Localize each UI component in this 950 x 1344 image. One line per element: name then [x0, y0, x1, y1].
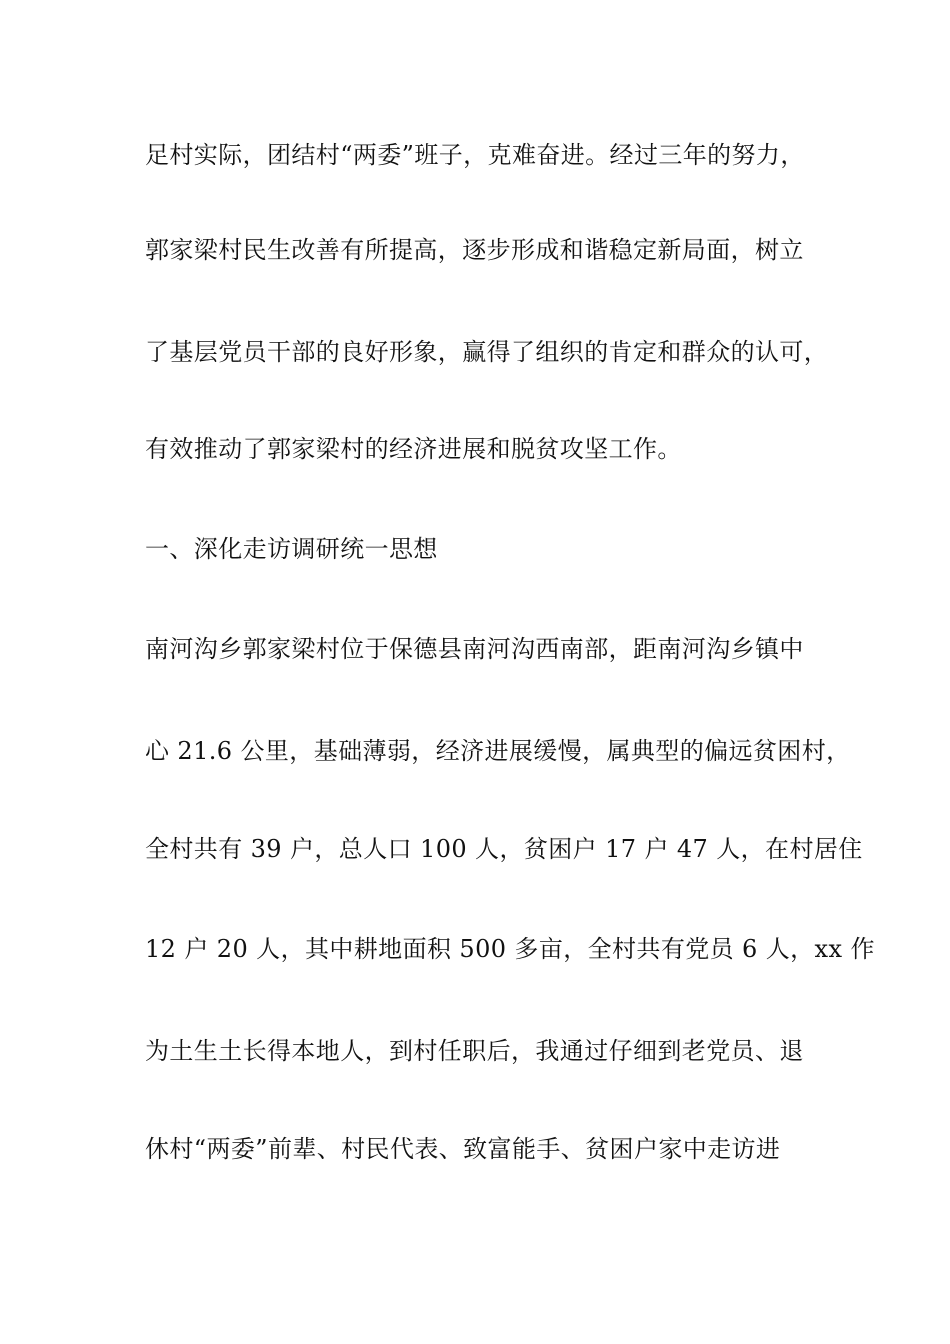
paragraph-line: 有效推动了郭家梁村的经济进展和脱贫攻坚工作。 [145, 435, 682, 463]
paragraph-line: 12 户 20 人，其中耕地面积 500 多亩，全村共有党员 6 人，xx 作 [145, 935, 875, 963]
paragraph-line: 心 21.6 公里，基础薄弱，经济进展缓慢，属典型的偏远贫困村， [145, 737, 851, 765]
paragraph-line: 足村实际，团结村“两委”班子，克难奋进。经过三年的努力， [145, 141, 805, 169]
paragraph-line: 休村“两委”前辈、村民代表、致富能手、贫困户家中走访进 [145, 1135, 781, 1163]
paragraph-line: 全村共有 39 户，总人口 100 人，贫困户 17 户 47 人，在村居住 [145, 835, 863, 863]
paragraph-line: 了基层党员干部的良好形象，赢得了组织的肯定和群众的认可， [145, 338, 829, 366]
paragraph-line: 郭家梁村民生改善有所提高，逐步形成和谐稳定新局面，树立 [145, 236, 804, 264]
paragraph-line: 为土生土长得本地人，到村任职后，我通过仔细到老党员、退 [145, 1037, 804, 1065]
paragraph-line: 南河沟乡郭家梁村位于保德县南河沟西南部，距南河沟乡镇中 [145, 635, 804, 663]
section-heading: 一、深化走访调研统一思想 [145, 535, 438, 563]
